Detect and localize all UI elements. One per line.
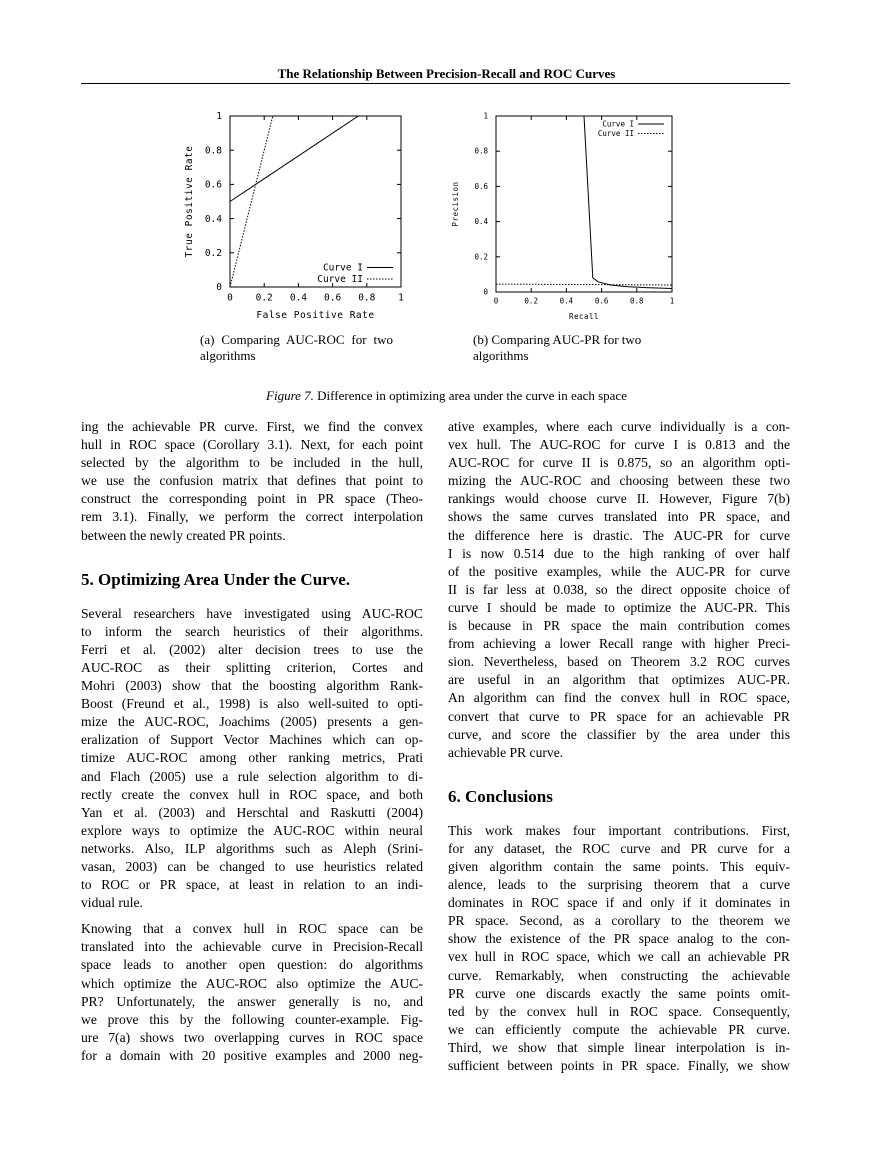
x-tick-label: 0.2 [524,296,538,306]
plot-frame [230,116,401,287]
x-tick-label: 1 [398,292,404,304]
legend-label: Curve II [317,274,363,286]
text-line: PR? Unfortunately, the answer generally is no, and [81,993,423,1009]
text-line: the difference here is drastic. The AUC-PR for curve [448,527,790,543]
text-line: AUC-ROC for curve II is 0.875, so an algorithm opti- [448,455,790,471]
text-line: for any dataset, the ROC curve and PR curve for a [448,840,790,856]
text-line: vasan, 2003) can be changed to use heuristics related [81,858,423,874]
figure-caption-label: Figure 7. [266,388,314,403]
text-line: space leads to another open question: do algorithms [81,957,423,973]
text-line: translated into the achievable curve in Precision-Recall [81,939,423,955]
running-head: The Relationship Between Precision-Recall and ROC Curves [277,66,616,81]
text-line: Yan et al. (2003) and Herschtal and Raskutti (2004) [81,804,423,820]
text-line: shows the same curves translated into PR space, and [448,509,790,525]
y-tick-label: 1 [483,111,488,121]
section-heading: 6. Conclusions [448,786,553,806]
text-line: Mohri (2003) show that the boosting algorithm Rank- [81,678,423,694]
text-line: we prove this by the following counter-example. Fig- [81,1011,423,1027]
plot-frame [496,116,672,292]
series-line-curve-ii [496,284,672,285]
y-tick-label: 0 [216,282,222,294]
text-line: we use the confusion matrix that defines that point to [81,473,423,489]
text-line: networks. Also, ILP algorithms such as Aleph (Srini- [81,840,423,856]
text-line: to ROC or PR space, at least in relation to an indi- [81,877,423,893]
text-line: from achieving a lower Recall range with higher Preci- [448,636,790,652]
text-line: mizing the AUC-ROC and choosing between these two [448,473,790,489]
text-line: vex hull. The AUC-ROC for curve I is 0.813 and the [448,437,790,453]
text-line: selected by the algorithm to be included in the hull, [81,455,423,471]
text-line: PR curve one discards exactly the same points omit- [448,985,790,1001]
y-tick-label: 0.4 [474,217,488,227]
text-line: This work makes four important contributions. First, [448,822,790,838]
text-line: hull in ROC space (Corollary 3.1). Next, for each point [81,437,423,453]
x-axis-label: Recall [568,312,600,321]
text-line: PR space. Second, as a corollary to the theorem we [448,913,790,929]
text-line: mize the AUC-ROC, Joachims (2005) presents a gen- [81,714,423,730]
legend-label: Curve I [322,262,363,274]
y-tick-label: 0.8 [204,145,222,157]
text-line: AUC-ROC as their splitting criterion, Cortes and [81,659,423,675]
text-line: ing the achievable PR curve. First, we find the convex [81,419,423,434]
text-line: vidual rule. [81,895,143,911]
text-line: to inform the search heuristics of their algorithms. [81,623,423,639]
text-line: Knowing that a convex hull in ROC space can be [81,921,423,937]
text-line: sufficient between points in PR space. Finally, we show [448,1058,790,1073]
text-line: show the existence of the PR space analog to the con- [448,931,790,947]
text-line: convert that curve to PR space for an achievable PR [448,708,790,724]
right-column [448,418,790,1075]
text-line: explore ways to optimize the AUC-ROC within neural [81,822,423,838]
text-line: achievable PR curve. [448,744,564,760]
y-tick-label: 0.6 [204,179,222,191]
x-tick-label: 0.6 [324,292,342,304]
subcaption-b: (b) Comparing AUC-PR for two algorithms [473,332,642,363]
text-line: dominates in ROC space if and only if it dominates in [448,895,790,911]
text-line: Ferri et al. (2002) alter decision trees to use the [81,641,423,657]
text-line: and Flach (2005) use a rule selection algorithm to di- [81,768,423,784]
x-tick-label: 0.6 [594,296,609,306]
x-tick-label: 0.4 [289,292,307,304]
subcaption-a: (a) Comparing AUC-ROC for two algorithms [200,332,393,363]
y-axis-label: Precision [451,181,460,227]
series-line-curve-i [230,116,358,287]
text-line: curve. Remarkably, when constructing the achievable [448,967,790,983]
text-line: timize AUC-ROC among other ranking metrics, Prati [81,750,423,766]
text-line: are useful in an algorithm that optimizes AUC-PR. [448,672,790,688]
text-line: rankings would choose curve II. However, Figure 7(b) [448,491,790,507]
header-rule [81,83,790,84]
text-line: curve I should be made to optimize the AUC-PR. This [448,599,790,615]
roc-chart [180,105,420,320]
text-line: Boost (Freund et al., 1998) is also well-suited to opti- [81,696,423,712]
y-tick-label: 0.4 [204,213,222,225]
y-tick-label: 0.8 [474,146,488,156]
x-tick-label: 0.4 [559,296,574,306]
text-line: ative examples, where each curve individually is a con- [448,419,790,434]
text-line: construct the corresponding point in PR space (Theo- [81,491,423,507]
text-line: Several researchers have investigated using AUC-ROC [81,605,423,621]
y-axis-label: True Positive Rate [184,145,195,258]
text-line: An algorithm can find the convex hull in ROC space, [448,690,790,706]
text-line: between the newly created PR points. [81,527,286,543]
pr-chart [453,105,693,320]
x-tick-label: 0.8 [358,292,376,304]
series-line-curve-ii [230,116,273,287]
text-line: vex hull in ROC space, which we call an achievable PR [448,949,790,965]
text-line: for a domain with 20 positive examples and 2000 neg- [81,1047,423,1063]
text-line: rem 3.1). Finally, we perform the correct interpolation [81,509,423,525]
y-tick-label: 1 [216,111,222,123]
legend-label: Curve I [602,119,634,129]
text-line: II is far less at 0.038, so the direct opposite choice of [448,581,790,597]
text-line: ted by the convex hull in ROC space. Consequently, [448,1003,790,1019]
x-tick-label: 0.2 [255,292,273,304]
section-heading: 5. Optimizing Area Under the Curve. [81,569,350,589]
figure-caption [0,388,893,404]
x-tick-label: 0 [227,292,233,304]
figure-caption-text: Difference in optimizing area under the curve in each space [317,388,627,403]
text-line: of the positive examples, while the AUC-PR for curve [448,563,790,579]
text-line: Third, we show that simple linear interpolation is in- [448,1039,790,1055]
text-line: given algorithm contain the same points. This equiv- [448,858,790,874]
y-tick-label: 0.6 [474,181,488,191]
text-line: rectly create the convex hull in ROC space, and both [81,786,423,802]
legend-label: Curve II [597,129,634,138]
y-tick-label: 0.2 [474,252,488,262]
left-column [81,418,423,1065]
text-line: I is now 0.514 due to the high ranking of over half [448,545,790,561]
text-line: eralization of Support Vector Machines which can op- [81,732,423,748]
text-line: alence, leads to the surprising theorem that a curve [448,877,790,893]
text-line: we can efficiently compute the achievable PR curve. [448,1021,790,1037]
y-tick-label: 0 [483,287,488,297]
text-line: curve, and score the classifier by the area under this [448,726,790,742]
text-line: which optimize the AUC-ROC also optimize the AUC- [81,975,423,991]
x-axis-label: False Positive Rate [256,310,375,321]
x-tick-label: 0 [493,296,499,306]
x-tick-label: 1 [669,296,675,306]
text-line: ure 7(a) shows two overlapping curves in ROC space [81,1029,423,1045]
text-line: sion. Nevertheless, based on Theorem 3.2 ROC curves [448,654,790,670]
text-line: is because in PR space the main contribution comes [448,618,790,634]
series-line-curve-i [584,116,672,289]
y-tick-label: 0.2 [204,247,222,259]
x-tick-label: 0.8 [630,296,644,306]
